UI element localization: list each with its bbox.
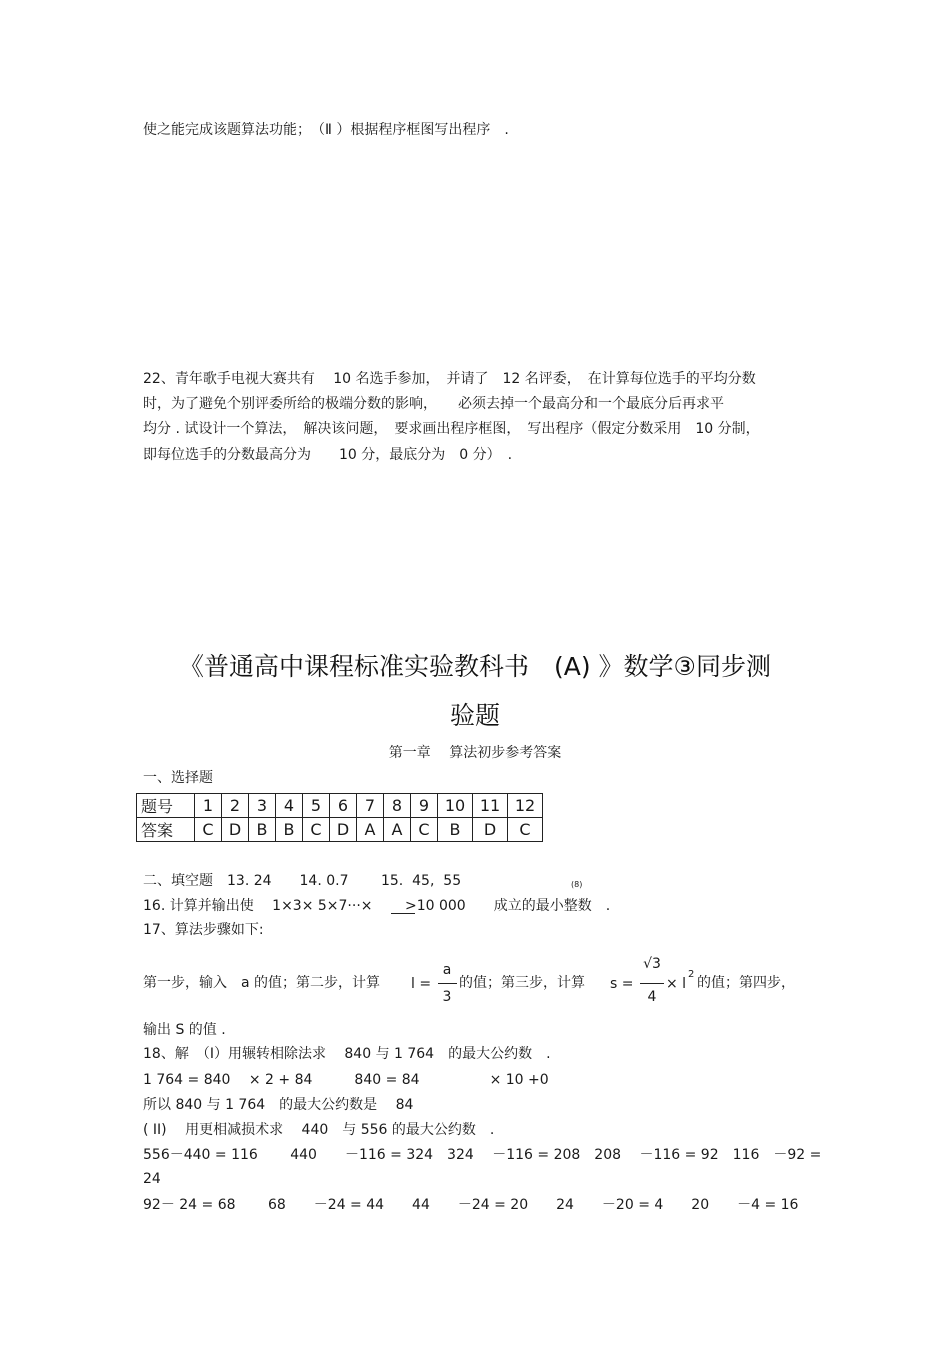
chapter-subtitle: 第一章 算法初步参考答案 xyxy=(388,745,562,761)
fill-note: (8) xyxy=(571,880,583,889)
continuation-line: 使之能完成该题算法功能； （Ⅱ ）根据程序框图写出程序 . xyxy=(143,122,509,138)
section-multiple-choice: 一、选择题 xyxy=(143,770,213,786)
table-row xyxy=(137,794,543,818)
answer-cell: D xyxy=(473,818,508,842)
number-cell: 2 xyxy=(222,794,249,818)
answer-cell: B xyxy=(249,818,276,842)
answer-cell: C xyxy=(195,818,222,842)
question-22-line-2: 时，为了避免个别评委所给的极端分数的影响， 必须去掉一个最高分和一个最底分后再求平 xyxy=(143,396,724,412)
fraction-2-bar xyxy=(640,983,664,984)
document-title-line-2: 验题 xyxy=(449,701,500,730)
question-17-heading: 17、算法步骤如下: xyxy=(143,922,264,938)
equation-line-4: 556－440 = 116 440 －116 = 324 324 －116 = 208 208 －116 = 92 116 －92 = xyxy=(143,1147,822,1163)
step-text-3: 的值；第四步， xyxy=(697,975,795,991)
number-cell: 11 xyxy=(473,794,508,818)
number-cell: 12 xyxy=(508,794,543,818)
answer-label-cell: 答案 xyxy=(137,818,195,842)
formula-l-label: l = xyxy=(411,976,432,992)
number-cell: 5 xyxy=(303,794,330,818)
answer-cell: D xyxy=(330,818,357,842)
number-cell: 8 xyxy=(384,794,411,818)
number-cell: 1 xyxy=(195,794,222,818)
question-22-line-3: 均分 . 试设计一个算法， 解决该问题， 要求画出程序框图， 写出程序（假定分数采用 10 分制， xyxy=(143,421,760,437)
number-cell: 3 xyxy=(249,794,276,818)
output-step: 输出 S 的值 . xyxy=(143,1022,226,1038)
answer-cell: D xyxy=(222,818,249,842)
formula-times-l: × l xyxy=(666,976,687,992)
equation-line-6: 92－ 24 = 68 68 －24 = 44 44 －24 = 20 24 －20 = 4 20 －4 = 16 xyxy=(143,1197,799,1213)
number-cell: 9 xyxy=(411,794,438,818)
fraction-1-bar xyxy=(438,983,457,984)
equation-line-5: 24 xyxy=(143,1171,161,1187)
answer-table xyxy=(136,793,543,842)
question-16-part-1: 16. 计算并输出使 1×3× 5×7···× xyxy=(143,898,373,914)
answer-cell: C xyxy=(411,818,438,842)
question-16-part-2: >10 000 成立的最小整数 . xyxy=(405,898,611,914)
step-text-1: 第一步，输入 a 的值；第二步，计算 xyxy=(143,975,381,991)
answer-cell: B xyxy=(276,818,303,842)
equation-line-3: ( II) 用更相减损术求 440 与 556 的最大公约数 . xyxy=(143,1122,495,1138)
number-cell: 6 xyxy=(330,794,357,818)
fraction-1-denominator: 3 xyxy=(442,989,452,1005)
header-cell: 题号 xyxy=(137,794,195,818)
step-text-2: 的值；第三步，计算 xyxy=(459,975,585,991)
number-cell: 7 xyxy=(357,794,384,818)
formula-s-label: s = xyxy=(610,976,634,992)
answer-cell: B xyxy=(438,818,473,842)
equation-line-1: 1 764 = 840 × 2 + 84 840 = 84 × 10 +0 xyxy=(143,1072,549,1088)
table-row xyxy=(137,818,543,842)
answer-cell: A xyxy=(384,818,411,842)
answer-cell: C xyxy=(303,818,330,842)
number-cell: 4 xyxy=(276,794,303,818)
document-title-line-1: 《普通高中课程标准实验教科书 (A) 》数学③同步测 xyxy=(179,652,771,681)
number-cell: 10 xyxy=(438,794,473,818)
equation-line-2: 所以 840 与 1 764 的最大公约数是 84 xyxy=(143,1097,414,1113)
fraction-2-numerator: √3 xyxy=(643,956,661,972)
question-18-heading: 18、解 （Ⅰ）用辗转相除法求 840 与 1 764 的最大公约数 . xyxy=(143,1046,551,1062)
fraction-2-denominator: 4 xyxy=(647,989,657,1005)
question-22-line-4: 即每位选手的分数最高分为 10 分，最底分为 0 分） . xyxy=(143,447,513,463)
question-22-line-1: 22、青年歌手电视大赛共有 10 名选手参加， 并请了 12 名评委， 在计算每位选手的平均分数 xyxy=(143,371,756,387)
answer-cell: A xyxy=(357,818,384,842)
formula-exponent: 2 xyxy=(688,969,695,980)
answer-cell: C xyxy=(508,818,543,842)
fill-in-answers: 二、填空题 13. 24 14. 0.7 15. 45, 55 xyxy=(143,873,462,889)
fraction-1-numerator: a xyxy=(442,962,452,978)
